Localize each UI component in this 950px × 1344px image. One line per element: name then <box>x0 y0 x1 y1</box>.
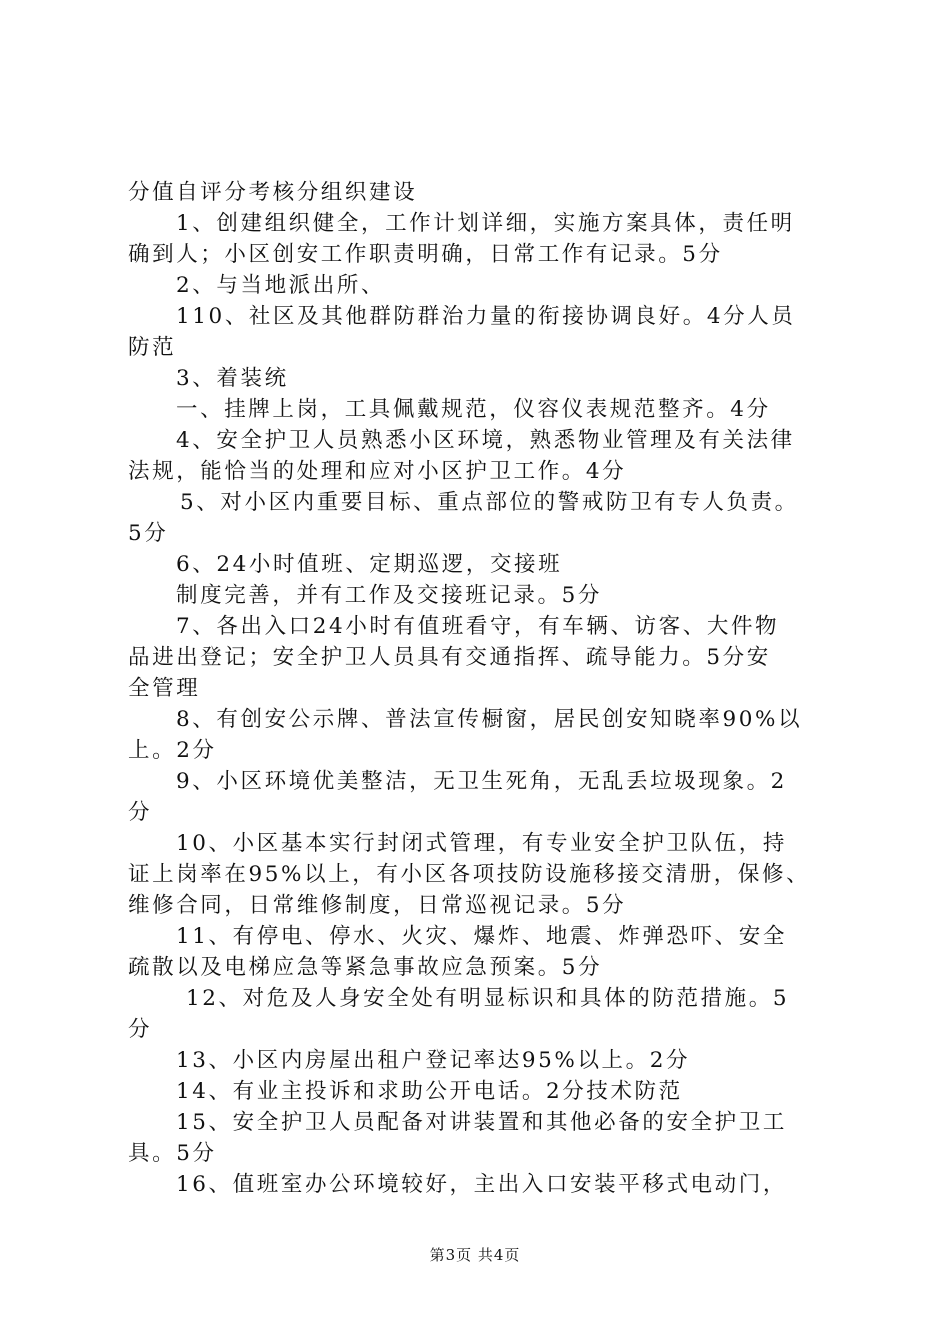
paragraph-line: 110、社区及其他群防群治力量的衔接协调良好。4分人员 <box>176 304 796 329</box>
paragraph-line: 分 <box>128 1017 153 1042</box>
paragraph-line: 6、24小时值班、定期巡逻，交接班 <box>176 552 563 577</box>
paragraph-line: 疏散以及电梯应急等紧急事故应急预案。5分 <box>128 955 603 980</box>
paragraph-line: 上。2分 <box>128 738 217 763</box>
paragraph-line: 15、安全护卫人员配备对讲装置和其他必备的安全护卫工 <box>176 1110 787 1135</box>
paragraph-line: 制度完善，并有工作及交接班记录。5分 <box>176 583 602 608</box>
paragraph-line: 3、着装统 <box>176 366 289 391</box>
paragraph-line: 9、小区环境优美整洁，无卫生死角，无乱丢垃圾现象。2 <box>176 769 787 794</box>
paragraph-line: 5分 <box>128 521 169 546</box>
paragraph-line: 维修合同，日常维修制度，日常巡视记录。5分 <box>128 893 627 918</box>
paragraph-line: 11、有停电、停水、火灾、爆炸、地震、炸弹恐吓、安全 <box>176 924 787 949</box>
paragraph-line: 具。5分 <box>128 1141 217 1166</box>
document-body <box>128 177 840 1200</box>
paragraph-line: 法规，能恰当的处理和应对小区护卫工作。4分 <box>128 459 627 484</box>
paragraph-line: 8、有创安公示牌、普法宣传橱窗，居民创安知晓率90%以 <box>176 707 803 732</box>
paragraph-line: 13、小区内房屋出租户登记率达95%以上。2分 <box>176 1048 691 1073</box>
paragraph-line: 一、挂牌上岗，工具佩戴规范，仪容仪表规范整齐。4分 <box>176 397 771 422</box>
paragraph-line: 7、各出入口24小时有值班看守，有车辆、访客、大件物 <box>176 614 780 639</box>
paragraph-line: 4、安全护卫人员熟悉小区环境，熟悉物业管理及有关法律 <box>176 428 795 453</box>
paragraph-line: 防范 <box>128 335 177 360</box>
paragraph-line: 5、对小区内重要目标、重点部位的警戒防卫有专人负责。 <box>180 490 799 515</box>
page-footer: 第3页 共4页 <box>429 1246 521 1264</box>
paragraph-line: 16、值班室办公环境较好，主出入口安装平移式电动门， <box>176 1172 787 1197</box>
paragraph-line: 确到人；小区创安工作职责明确，日常工作有记录。5分 <box>128 242 723 267</box>
paragraph-line: 分值自评分考核分组织建设 <box>128 180 418 205</box>
paragraph-line: 分 <box>128 800 153 825</box>
paragraph-line: 证上岗率在95%以上，有小区各项技防设施移接交清册，保修、 <box>128 862 811 887</box>
paragraph-line: 全管理 <box>128 676 201 701</box>
paragraph-line: 品进出登记；安全护卫人员具有交通指挥、疏导能力。5分安 <box>128 645 771 670</box>
paragraph-line: 1、创建组织健全，工作计划详细，实施方案具体，责任明 <box>176 211 795 236</box>
paragraph-line: 12、对危及人身安全处有明显标识和具体的防范措施。5 <box>186 986 790 1011</box>
paragraph-line: 2、与当地派出所、 <box>176 273 386 298</box>
paragraph-line: 10、小区基本实行封闭式管理，有专业安全护卫队伍，持 <box>176 831 787 856</box>
paragraph-line: 14、有业主投诉和求助公开电话。2分技术防范 <box>176 1079 683 1104</box>
